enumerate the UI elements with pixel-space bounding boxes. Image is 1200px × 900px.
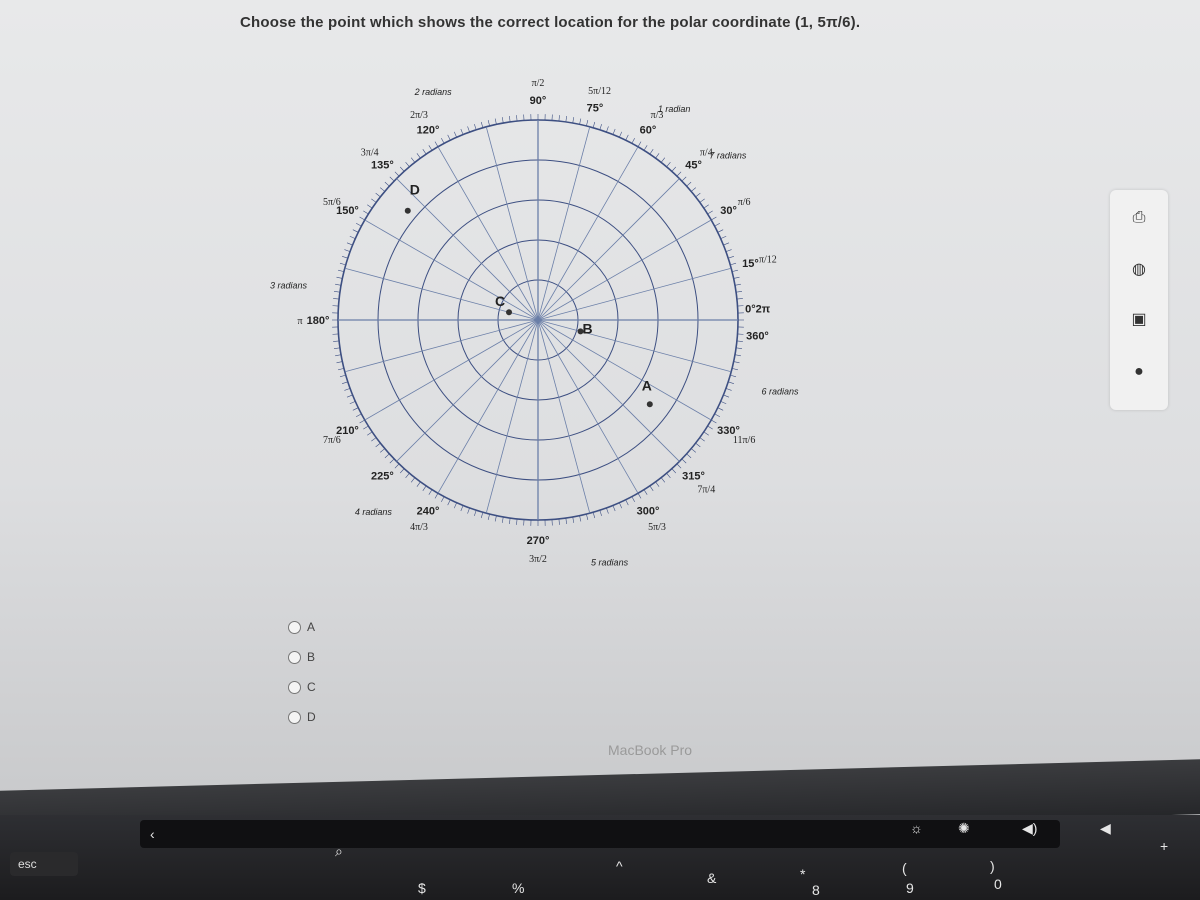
choice-a-label: A bbox=[307, 620, 316, 634]
tick-mark bbox=[338, 368, 344, 369]
tick-mark bbox=[488, 120, 489, 126]
tick-mark bbox=[734, 277, 740, 278]
tick-mark bbox=[417, 482, 421, 487]
degree-label: 135° bbox=[371, 159, 394, 172]
tick-mark bbox=[593, 122, 595, 128]
tick-mark bbox=[340, 375, 346, 377]
tick-mark bbox=[682, 177, 686, 181]
tick-mark bbox=[644, 490, 647, 495]
radio-b[interactable] bbox=[288, 651, 301, 664]
choice-c-label: C bbox=[307, 680, 316, 694]
tick-mark bbox=[371, 438, 376, 442]
radians-marker-label: 1 radian bbox=[657, 103, 691, 114]
tick-mark bbox=[367, 432, 372, 435]
side-toolbar bbox=[1110, 190, 1168, 410]
tick-mark bbox=[600, 510, 602, 516]
radian-label: 5π/12 bbox=[588, 86, 612, 98]
tick-mark bbox=[566, 518, 567, 524]
degree-label: 30° bbox=[720, 205, 737, 217]
tick-mark bbox=[723, 395, 729, 397]
tick-mark bbox=[661, 158, 665, 163]
radian-label: 7π/6 bbox=[322, 435, 341, 446]
point-d-marker bbox=[405, 208, 411, 214]
tick-mark bbox=[682, 459, 686, 463]
tick-mark bbox=[344, 250, 350, 252]
tick-mark bbox=[730, 263, 736, 265]
tick-mark bbox=[737, 298, 743, 299]
tick-mark bbox=[700, 199, 705, 203]
tick-mark bbox=[429, 490, 432, 495]
tick-mark bbox=[704, 205, 709, 208]
tick-mark bbox=[454, 503, 456, 508]
tick-mark bbox=[344, 388, 350, 390]
radian-label: 5π/6 bbox=[322, 197, 341, 208]
radians-marker-label: 5 radians bbox=[591, 557, 629, 568]
question-text: Choose the point which shows the correct location for the polar coordinate (1, 5π/6). bbox=[240, 14, 861, 31]
tick-mark bbox=[691, 188, 696, 192]
tick-mark bbox=[626, 500, 629, 505]
grid-ray bbox=[538, 127, 590, 320]
grid-ray bbox=[397, 320, 538, 461]
tick-mark bbox=[363, 426, 368, 429]
tick-mark bbox=[600, 124, 602, 130]
degree-label: 330° bbox=[717, 425, 740, 437]
tick-mark bbox=[380, 449, 385, 453]
tick-mark bbox=[613, 129, 615, 135]
tick-mark bbox=[423, 149, 426, 154]
tick-mark bbox=[691, 449, 696, 453]
tick-mark bbox=[395, 172, 399, 176]
tick-mark bbox=[732, 270, 738, 271]
tick-mark bbox=[661, 478, 665, 483]
tick-mark bbox=[342, 256, 348, 258]
tick-mark bbox=[736, 291, 742, 292]
tick-mark bbox=[718, 230, 723, 233]
tick-mark bbox=[411, 158, 415, 163]
point-b-label: B bbox=[582, 320, 593, 337]
radio-d[interactable] bbox=[288, 711, 301, 724]
tick-mark bbox=[360, 217, 365, 220]
tick-mark bbox=[638, 142, 641, 147]
tick-mark bbox=[423, 486, 426, 491]
key-ampersand[interactable]: & bbox=[707, 870, 717, 886]
tick-mark bbox=[333, 341, 339, 342]
tick-mark bbox=[516, 115, 517, 121]
tick-mark bbox=[400, 167, 404, 171]
tick-mark bbox=[334, 348, 340, 349]
choice-b-label: B bbox=[307, 650, 316, 664]
tick-mark bbox=[638, 493, 641, 498]
tick-mark bbox=[677, 172, 681, 176]
tick-mark bbox=[708, 426, 713, 429]
tick-mark bbox=[481, 122, 483, 128]
radian-label: π/2 bbox=[531, 78, 545, 89]
tick-mark bbox=[454, 132, 456, 137]
tick-mark bbox=[632, 497, 635, 502]
key-lparen[interactable]: ( bbox=[902, 860, 907, 876]
tick-mark bbox=[626, 135, 629, 140]
tick-mark bbox=[721, 236, 726, 238]
tick-mark bbox=[667, 162, 671, 167]
tick-mark bbox=[400, 469, 404, 473]
tick-mark bbox=[417, 153, 421, 158]
tick-mark bbox=[696, 193, 701, 197]
macbook-watermark: MacBook Pro bbox=[608, 742, 693, 758]
grid-ray bbox=[438, 147, 538, 320]
tick-mark bbox=[687, 454, 691, 458]
microphone-icon[interactable]: ● bbox=[1134, 363, 1144, 380]
tick-mark bbox=[580, 516, 581, 522]
tick-mark bbox=[461, 505, 463, 511]
tick-mark bbox=[335, 284, 341, 285]
point-a-marker bbox=[647, 401, 653, 407]
tick-mark bbox=[516, 519, 517, 525]
grid-ray bbox=[397, 179, 538, 320]
tick-mark bbox=[347, 243, 353, 245]
key-plus[interactable]: + bbox=[1160, 838, 1169, 854]
radians-marker-label: 6 radians bbox=[761, 386, 799, 397]
degree-label: 270° bbox=[526, 535, 550, 547]
point-d-label: D bbox=[409, 181, 420, 198]
tick-mark bbox=[593, 512, 595, 518]
tick-mark bbox=[356, 414, 361, 417]
tick-mark bbox=[340, 263, 346, 265]
tick-mark bbox=[353, 408, 358, 411]
radian-label: π bbox=[297, 316, 303, 327]
tick-mark bbox=[337, 277, 343, 278]
tick-mark bbox=[718, 408, 723, 411]
choice-a[interactable] bbox=[288, 612, 316, 642]
tick-mark bbox=[468, 126, 470, 132]
key-percent[interactable]: % bbox=[512, 880, 525, 896]
tick-mark bbox=[715, 223, 720, 226]
degree-label: 225° bbox=[371, 470, 394, 483]
grid-ray bbox=[486, 127, 538, 320]
key-asterisk[interactable]: * bbox=[800, 866, 806, 882]
tick-mark bbox=[385, 454, 389, 458]
tick-mark bbox=[406, 162, 410, 167]
tick-mark bbox=[363, 211, 368, 214]
tick-mark bbox=[474, 510, 476, 516]
grid-ray bbox=[538, 320, 638, 493]
translate-icon[interactable]: ▣ bbox=[1131, 311, 1147, 328]
brightness-icon[interactable]: ☼ bbox=[910, 820, 923, 836]
grid-ray bbox=[538, 268, 731, 320]
degree-label: 360° bbox=[746, 330, 769, 343]
tick-mark bbox=[672, 469, 676, 473]
radians-marker-label: 3 radians bbox=[270, 280, 308, 291]
point-c-marker bbox=[506, 309, 512, 315]
tick-mark bbox=[441, 138, 444, 143]
degree-label: 60° bbox=[639, 124, 657, 137]
key-0[interactable]: 0 bbox=[994, 876, 1002, 892]
tick-mark bbox=[441, 497, 444, 502]
search-icon[interactable]: ⌕ bbox=[335, 843, 343, 859]
tick-mark bbox=[708, 211, 713, 214]
tick-mark bbox=[672, 167, 676, 171]
tick-mark bbox=[735, 284, 741, 285]
tick-mark bbox=[509, 518, 510, 524]
tick-mark bbox=[481, 512, 483, 518]
radians-marker-label: 4 radians bbox=[354, 506, 392, 517]
volume-icon[interactable]: ◀) bbox=[1022, 820, 1038, 836]
degree-label: 240° bbox=[416, 505, 440, 518]
radian-label: π/12 bbox=[758, 254, 777, 266]
tick-mark bbox=[353, 230, 358, 233]
tick-mark bbox=[390, 459, 394, 463]
tick-mark bbox=[728, 382, 734, 384]
tick-mark bbox=[367, 205, 372, 208]
grid-ray bbox=[538, 320, 711, 420]
tick-mark bbox=[371, 199, 376, 203]
degree-label: 150° bbox=[336, 205, 359, 217]
tick-mark bbox=[342, 382, 348, 384]
key-9[interactable]: 9 bbox=[906, 880, 914, 896]
grid-ray bbox=[538, 320, 590, 513]
tick-mark bbox=[726, 250, 732, 252]
key-rparen[interactable]: ) bbox=[990, 858, 995, 874]
tick-mark bbox=[390, 177, 394, 181]
tick-mark bbox=[732, 368, 738, 369]
tick-mark bbox=[619, 503, 621, 508]
tick-mark bbox=[726, 388, 732, 390]
tick-mark bbox=[338, 270, 344, 271]
esc-key[interactable]: esc bbox=[10, 852, 78, 876]
tick-mark bbox=[448, 500, 451, 505]
tick-mark bbox=[650, 486, 653, 491]
tick-mark bbox=[606, 508, 608, 514]
radian-label: 4π/3 bbox=[410, 522, 428, 534]
degree-label: 210° bbox=[336, 425, 359, 437]
grid-ray bbox=[538, 179, 679, 320]
tick-mark bbox=[656, 153, 660, 158]
answer-choices bbox=[288, 612, 316, 732]
tick-mark bbox=[335, 355, 341, 356]
tick-mark bbox=[435, 493, 438, 498]
tick-mark bbox=[468, 508, 470, 514]
tick-mark bbox=[495, 516, 496, 522]
choice-c[interactable] bbox=[288, 672, 316, 702]
tick-mark bbox=[495, 119, 496, 125]
tick-mark bbox=[613, 505, 615, 511]
tick-mark bbox=[429, 145, 432, 150]
radio-c[interactable] bbox=[288, 681, 301, 694]
tick-mark bbox=[559, 519, 560, 525]
choice-d[interactable] bbox=[288, 702, 316, 732]
tick-mark bbox=[586, 514, 587, 520]
grid-ray bbox=[538, 220, 711, 320]
tick-mark bbox=[735, 355, 741, 356]
tick-mark bbox=[406, 473, 410, 478]
tick-mark bbox=[448, 135, 451, 140]
radians-marker-label: 7 radians bbox=[709, 150, 747, 161]
grid-ray bbox=[538, 147, 638, 320]
tick-mark bbox=[566, 116, 567, 122]
point-a-label: A bbox=[641, 377, 652, 394]
tick-mark bbox=[580, 119, 581, 125]
tick-mark bbox=[385, 182, 389, 186]
brightness-up-icon[interactable]: ✺ bbox=[958, 820, 970, 836]
tick-mark bbox=[334, 291, 340, 292]
tick-mark bbox=[350, 401, 355, 403]
tick-mark bbox=[502, 517, 503, 523]
tick-mark bbox=[411, 478, 415, 483]
radian-label: 2π/3 bbox=[410, 109, 428, 121]
tick-mark bbox=[380, 188, 385, 192]
choice-d-label: D bbox=[307, 710, 316, 724]
tick-mark bbox=[347, 395, 353, 397]
tick-mark bbox=[559, 115, 560, 121]
polar-grid bbox=[332, 114, 744, 526]
grid-ray bbox=[538, 320, 679, 461]
radian-label: 3π/4 bbox=[360, 147, 379, 159]
tick-mark bbox=[656, 482, 660, 487]
tick-mark bbox=[632, 138, 635, 143]
degree-label: 15° bbox=[742, 258, 759, 271]
tick-mark bbox=[333, 298, 339, 299]
tick-mark bbox=[728, 256, 734, 258]
tick-mark bbox=[711, 420, 716, 423]
touchbar-back-icon[interactable]: ‹ bbox=[150, 826, 155, 842]
tick-mark bbox=[573, 117, 574, 123]
radio-a[interactable] bbox=[288, 621, 301, 634]
tick-mark bbox=[667, 473, 671, 478]
radian-label: 11π/6 bbox=[732, 435, 756, 446]
degree-label: 120° bbox=[416, 124, 440, 137]
tick-mark bbox=[619, 132, 621, 137]
radian-label: π/6 bbox=[737, 197, 751, 208]
polar-graph bbox=[270, 70, 830, 570]
tick-mark bbox=[573, 517, 574, 523]
grid-ray bbox=[486, 320, 538, 513]
globe-icon[interactable]: ◍ bbox=[1132, 261, 1146, 278]
key-8[interactable]: 8 bbox=[812, 882, 820, 898]
grid-ray bbox=[538, 320, 731, 372]
mute-icon[interactable]: ◀ bbox=[1100, 820, 1111, 836]
tick-mark bbox=[715, 414, 720, 417]
tick-mark bbox=[337, 362, 343, 363]
tick-mark bbox=[360, 420, 365, 423]
grid-ray bbox=[438, 320, 538, 493]
tick-mark bbox=[737, 341, 743, 342]
tick-mark bbox=[711, 217, 716, 220]
point-c-label: C bbox=[495, 293, 506, 310]
tick-mark bbox=[356, 223, 361, 226]
choice-b[interactable] bbox=[288, 642, 316, 672]
tick-mark bbox=[723, 243, 729, 245]
tick-mark bbox=[606, 126, 608, 132]
key-dollar[interactable]: $ bbox=[418, 880, 426, 896]
degree-label: 0°2π bbox=[745, 303, 771, 316]
tick-mark bbox=[650, 149, 653, 154]
tick-mark bbox=[734, 362, 740, 363]
tick-mark bbox=[376, 193, 381, 197]
grid-ray bbox=[365, 220, 538, 320]
tick-mark bbox=[704, 432, 709, 435]
degree-label: 90° bbox=[529, 95, 547, 107]
degree-label: 300° bbox=[636, 505, 660, 518]
tick-mark bbox=[376, 443, 381, 447]
degree-label: 45° bbox=[685, 159, 702, 172]
radian-label: 5π/3 bbox=[648, 522, 666, 534]
radians-marker-label: 2 radians bbox=[414, 86, 452, 97]
tick-mark bbox=[721, 401, 726, 403]
grid-ray bbox=[345, 320, 538, 372]
tick-mark bbox=[586, 120, 587, 126]
tick-mark bbox=[461, 129, 463, 135]
degree-label: 75° bbox=[586, 102, 604, 115]
tick-mark bbox=[700, 438, 705, 442]
radian-label: π/4 bbox=[699, 147, 713, 159]
tick-mark bbox=[644, 145, 647, 150]
radian-label: π/3 bbox=[650, 109, 664, 121]
grid-ray bbox=[365, 320, 538, 420]
tick-mark bbox=[502, 117, 503, 123]
tick-mark bbox=[474, 124, 476, 130]
key-caret[interactable]: ^ bbox=[616, 858, 623, 874]
tick-mark bbox=[509, 116, 510, 122]
tick-mark bbox=[435, 142, 438, 147]
tick-mark bbox=[395, 464, 399, 468]
tick-mark bbox=[736, 348, 742, 349]
tick-mark bbox=[696, 443, 701, 447]
radian-label: 3π/2 bbox=[529, 554, 547, 565]
radian-label: 7π/4 bbox=[697, 484, 716, 496]
tick-mark bbox=[488, 514, 489, 520]
tick-mark bbox=[730, 375, 736, 377]
tick-mark bbox=[687, 182, 691, 186]
print-icon[interactable]: ⎙ bbox=[1132, 209, 1146, 226]
polar-labels bbox=[270, 78, 799, 568]
degree-label: 180° bbox=[306, 315, 330, 327]
tick-mark bbox=[350, 236, 355, 238]
degree-label: 315° bbox=[682, 470, 705, 483]
tick-mark bbox=[677, 464, 681, 468]
